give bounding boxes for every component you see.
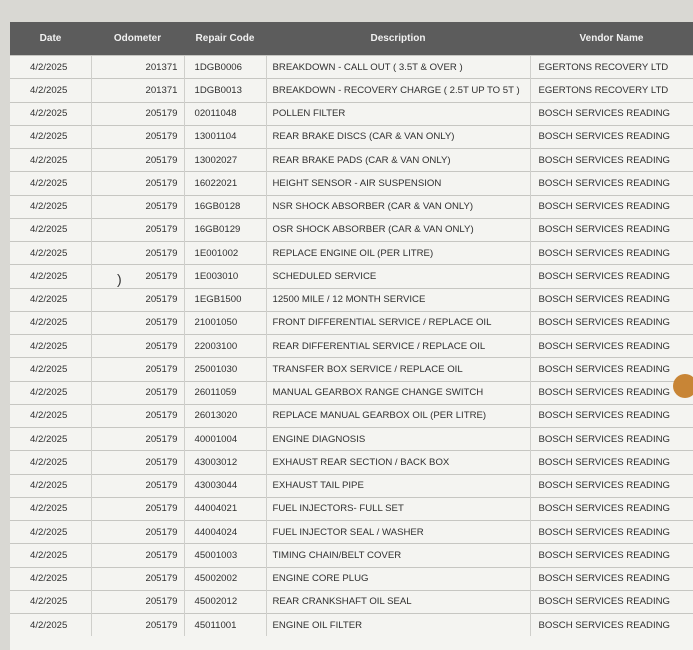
date-cell: 4/2/2025 [10, 125, 91, 148]
description-cell: FUEL INJECTOR SEAL / WASHER [266, 521, 530, 544]
vendor-cell: BOSCH SERVICES READING [530, 149, 693, 172]
odometer-cell: 205179 [91, 590, 184, 613]
date-cell: 4/2/2025 [10, 544, 91, 567]
odometer-cell: 205179 [91, 149, 184, 172]
repair-code-cell: 26011059 [184, 381, 266, 404]
vendor-cell: BOSCH SERVICES READING [530, 451, 693, 474]
date-cell: 4/2/2025 [10, 451, 91, 474]
odometer-cell: 205179 [91, 172, 184, 195]
date-cell: 4/2/2025 [10, 428, 91, 451]
date-cell: 4/2/2025 [10, 79, 91, 102]
table-row [10, 544, 693, 567]
printed-sheet [10, 22, 693, 650]
odometer-cell: 201371 [91, 79, 184, 102]
table-row [10, 102, 693, 125]
table-body [10, 56, 693, 637]
odometer-cell: 205179 [91, 358, 184, 381]
date-cell: 4/2/2025 [10, 56, 91, 79]
vendor-cell: BOSCH SERVICES READING [530, 521, 693, 544]
table-row [10, 311, 693, 334]
odometer-cell: 205179 [91, 381, 184, 404]
odometer-cell: 205179 [91, 567, 184, 590]
vendor-cell: BOSCH SERVICES READING [530, 288, 693, 311]
table-row [10, 79, 693, 102]
description-cell: REAR BRAKE DISCS (CAR & VAN ONLY) [266, 125, 530, 148]
date-cell: 4/2/2025 [10, 404, 91, 427]
repair-code-cell: 16GB0129 [184, 218, 266, 241]
vendor-cell: BOSCH SERVICES READING [530, 358, 693, 381]
repair-code-cell: 13001104 [184, 125, 266, 148]
date-cell: 4/2/2025 [10, 311, 91, 334]
repair-table [10, 22, 693, 636]
vendor-cell: BOSCH SERVICES READING [530, 590, 693, 613]
vendor-cell: BOSCH SERVICES READING [530, 428, 693, 451]
odometer-cell: 205179 [91, 195, 184, 218]
odometer-cell: 205179 [91, 544, 184, 567]
description-cell: FRONT DIFFERENTIAL SERVICE / REPLACE OIL [266, 311, 530, 334]
odometer-cell: 205179 [91, 288, 184, 311]
table-row [10, 381, 693, 404]
odometer-cell: 205179 [91, 125, 184, 148]
date-cell: 4/2/2025 [10, 567, 91, 590]
description-cell: BREAKDOWN - CALL OUT ( 3.5T & OVER ) [266, 56, 530, 79]
description-cell: TIMING CHAIN/BELT COVER [266, 544, 530, 567]
date-cell: 4/2/2025 [10, 195, 91, 218]
table-row [10, 521, 693, 544]
repair-code-cell: 02011048 [184, 102, 266, 125]
date-cell: 4/2/2025 [10, 521, 91, 544]
vendor-cell: BOSCH SERVICES READING [530, 567, 693, 590]
table-row [10, 404, 693, 427]
repair-code-cell: 45011001 [184, 614, 266, 637]
vendor-cell: BOSCH SERVICES READING [530, 614, 693, 637]
date-cell: 4/2/2025 [10, 358, 91, 381]
vendor-cell: BOSCH SERVICES READING [530, 172, 693, 195]
odometer-cell: 205179 [91, 451, 184, 474]
repair-code-cell: 44004021 [184, 497, 266, 520]
description-cell: EXHAUST REAR SECTION / BACK BOX [266, 451, 530, 474]
odometer-cell: 205179 [91, 311, 184, 334]
description-cell: NSR SHOCK ABSORBER (CAR & VAN ONLY) [266, 195, 530, 218]
vendor-cell: BOSCH SERVICES READING [530, 125, 693, 148]
table-row [10, 497, 693, 520]
odometer-cell: 205179 [91, 102, 184, 125]
repair-code-cell: 26013020 [184, 404, 266, 427]
description-cell: REAR DIFFERENTIAL SERVICE / REPLACE OIL [266, 335, 530, 358]
header-date: Date [10, 22, 91, 56]
vendor-cell: BOSCH SERVICES READING [530, 497, 693, 520]
table-row [10, 172, 693, 195]
repair-code-cell: 1E003010 [184, 265, 266, 288]
description-cell: EXHAUST TAIL PIPE [266, 474, 530, 497]
table-row [10, 288, 693, 311]
repair-code-cell: 45002002 [184, 567, 266, 590]
repair-code-cell: 40001004 [184, 428, 266, 451]
odometer-cell: 205179 [91, 521, 184, 544]
description-cell: HEIGHT SENSOR - AIR SUSPENSION [266, 172, 530, 195]
description-cell: POLLEN FILTER [266, 102, 530, 125]
odometer-cell: 205179 [91, 265, 184, 288]
date-cell: 4/2/2025 [10, 614, 91, 637]
table-row [10, 358, 693, 381]
vendor-cell: BOSCH SERVICES READING [530, 335, 693, 358]
vendor-cell: BOSCH SERVICES READING [530, 265, 693, 288]
date-cell: 4/2/2025 [10, 265, 91, 288]
description-cell: TRANSFER BOX SERVICE / REPLACE OIL [266, 358, 530, 381]
vendor-cell: BOSCH SERVICES READING [530, 381, 693, 404]
odometer-cell: 205179 [91, 335, 184, 358]
repair-code-cell: 21001050 [184, 311, 266, 334]
date-cell: 4/2/2025 [10, 381, 91, 404]
repair-code-cell: 45002012 [184, 590, 266, 613]
repair-code-cell: 43003012 [184, 451, 266, 474]
repair-code-cell: 43003044 [184, 474, 266, 497]
table-row [10, 614, 693, 637]
description-cell: REPLACE ENGINE OIL (PER LITRE) [266, 242, 530, 265]
description-cell: ENGINE DIAGNOSIS [266, 428, 530, 451]
header-odometer: Odometer [91, 22, 184, 56]
vendor-cell: BOSCH SERVICES READING [530, 242, 693, 265]
table-header-row [10, 22, 693, 56]
table-row [10, 218, 693, 241]
odometer-cell: 205179 [91, 474, 184, 497]
odometer-cell: 205179 [91, 404, 184, 427]
odometer-cell: 205179 [91, 497, 184, 520]
vendor-cell: EGERTONS RECOVERY LTD [530, 56, 693, 79]
table-row [10, 590, 693, 613]
odometer-cell: 205179 [91, 614, 184, 637]
repair-code-cell: 44004024 [184, 521, 266, 544]
description-cell: REAR BRAKE PADS (CAR & VAN ONLY) [266, 149, 530, 172]
table-row [10, 474, 693, 497]
header-repair-code: Repair Code [184, 22, 266, 56]
description-cell: SCHEDULED SERVICE [266, 265, 530, 288]
date-cell: 4/2/2025 [10, 288, 91, 311]
vendor-cell: BOSCH SERVICES READING [530, 311, 693, 334]
header-vendor-name: Vendor Name [530, 22, 693, 56]
date-cell: 4/2/2025 [10, 590, 91, 613]
odometer-cell: 205179 [91, 242, 184, 265]
repair-code-cell: 1DGB0006 [184, 56, 266, 79]
repair-code-cell: 45001003 [184, 544, 266, 567]
description-cell: OSR SHOCK ABSORBER (CAR & VAN ONLY) [266, 218, 530, 241]
date-cell: 4/2/2025 [10, 335, 91, 358]
description-cell: MANUAL GEARBOX RANGE CHANGE SWITCH [266, 381, 530, 404]
table-row [10, 567, 693, 590]
table-row [10, 56, 693, 79]
date-cell: 4/2/2025 [10, 497, 91, 520]
vendor-cell: BOSCH SERVICES READING [530, 218, 693, 241]
date-cell: 4/2/2025 [10, 242, 91, 265]
table-row [10, 428, 693, 451]
table-row [10, 242, 693, 265]
date-cell: 4/2/2025 [10, 149, 91, 172]
repair-code-cell: 13002027 [184, 149, 266, 172]
date-cell: 4/2/2025 [10, 474, 91, 497]
vendor-cell: EGERTONS RECOVERY LTD [530, 79, 693, 102]
handwritten-mark: ) [117, 271, 122, 287]
description-cell: ENGINE OIL FILTER [266, 614, 530, 637]
table-row [10, 125, 693, 148]
description-cell: BREAKDOWN - RECOVERY CHARGE ( 2.5T UP TO 5T ) [266, 79, 530, 102]
repair-code-cell: 1EGB1500 [184, 288, 266, 311]
table-row [10, 265, 693, 288]
odometer-cell: 201371 [91, 56, 184, 79]
repair-code-cell: 22003100 [184, 335, 266, 358]
table-row [10, 149, 693, 172]
repair-code-cell: 16GB0128 [184, 195, 266, 218]
vendor-cell: BOSCH SERVICES READING [530, 544, 693, 567]
description-cell: FUEL INJECTORS- FULL SET [266, 497, 530, 520]
description-cell: REPLACE MANUAL GEARBOX OIL (PER LITRE) [266, 404, 530, 427]
repair-code-cell: 1E001002 [184, 242, 266, 265]
odometer-cell: 205179 [91, 428, 184, 451]
vendor-cell: BOSCH SERVICES READING [530, 404, 693, 427]
table-row [10, 195, 693, 218]
repair-code-cell: 16022021 [184, 172, 266, 195]
table-row [10, 451, 693, 474]
date-cell: 4/2/2025 [10, 218, 91, 241]
repair-code-cell: 25001030 [184, 358, 266, 381]
repair-code-cell: 1DGB0013 [184, 79, 266, 102]
vendor-cell: BOSCH SERVICES READING [530, 102, 693, 125]
odometer-cell: 205179 [91, 218, 184, 241]
table-row [10, 335, 693, 358]
header-description: Description [266, 22, 530, 56]
description-cell: 12500 MILE / 12 MONTH SERVICE [266, 288, 530, 311]
vendor-cell: BOSCH SERVICES READING [530, 195, 693, 218]
date-cell: 4/2/2025 [10, 102, 91, 125]
description-cell: REAR CRANKSHAFT OIL SEAL [266, 590, 530, 613]
orange-sticker [673, 374, 693, 398]
description-cell: ENGINE CORE PLUG [266, 567, 530, 590]
date-cell: 4/2/2025 [10, 172, 91, 195]
vendor-cell: BOSCH SERVICES READING [530, 474, 693, 497]
